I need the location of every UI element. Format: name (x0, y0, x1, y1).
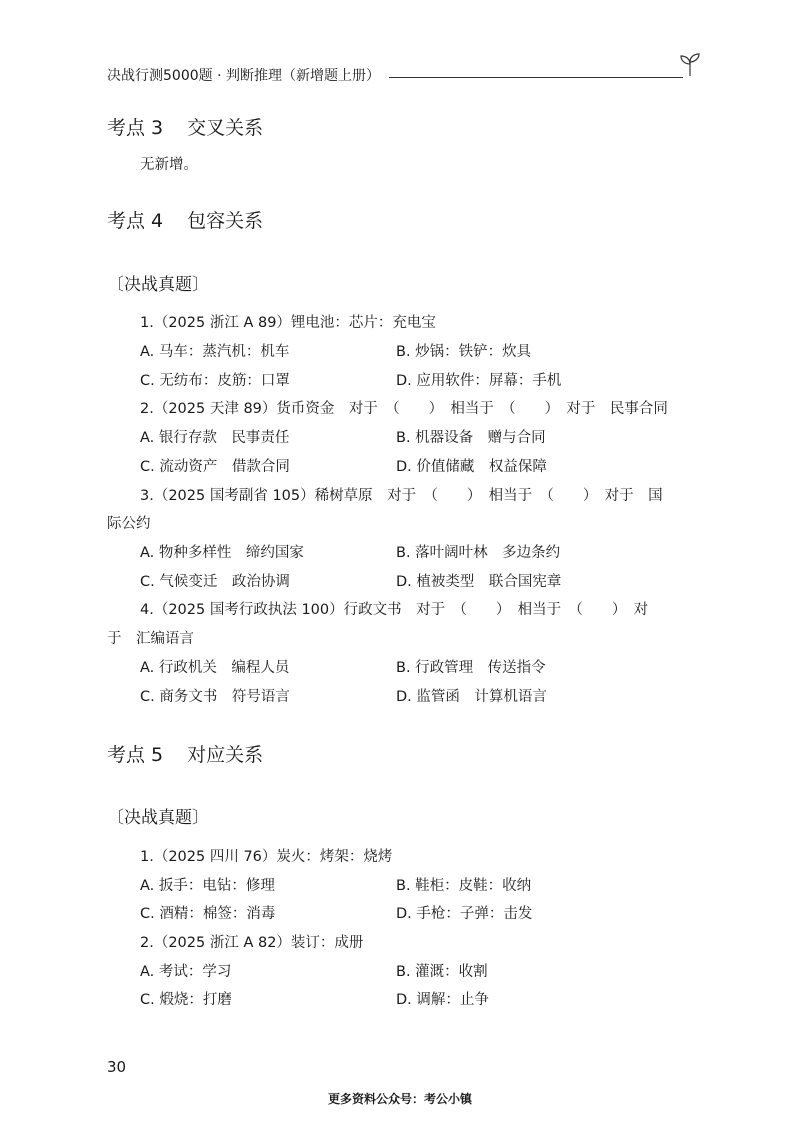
question-text: 3.（2025 国考副省 105）稀树草原 对于 （ ） 相当于 （ ） 对于 国 (140, 488, 663, 504)
running-header (107, 66, 697, 90)
bracket-close: 〕 (192, 808, 209, 828)
option: D. 价值储藏 权益保障 (396, 459, 547, 475)
question-text: 2.（2025 浙江 A 82）装订：成册 (140, 935, 364, 951)
question-text-continued: 际公约 (107, 516, 151, 532)
question-text: 1.（2025 浙江 A 89）锂电池：芯片：充电宝 (140, 315, 436, 331)
option: D. 应用软件：屏幕：手机 (396, 373, 562, 389)
section-5-label: 考点 5 (107, 744, 164, 766)
section-4-name: 包容关系 (187, 210, 264, 232)
header-title: 决战行测5000题 · 判断推理（新增题上册） (107, 68, 380, 84)
option: D. 调解：止争 (396, 992, 489, 1008)
option: C. 气候变迁 政治协调 (140, 574, 290, 590)
section-4-block-label: 〔决战真题〕 (107, 275, 209, 295)
option: B. 行政管理 传送指令 (396, 660, 546, 676)
sprout-icon (679, 52, 701, 76)
bracket-close: 〕 (192, 275, 209, 295)
option: C. 无纺布：皮筋：口罩 (140, 373, 290, 389)
bracket-open: 〔 (107, 275, 124, 295)
section-5-name: 对应关系 (187, 744, 264, 766)
option: A. 物种多样性 缔约国家 (140, 545, 304, 561)
option: C. 酒精：棉签：消毒 (140, 906, 276, 922)
section-3-note: 无新增。 (140, 157, 198, 173)
bracket-open: 〔 (107, 808, 124, 828)
option: C. 商务文书 符号语言 (140, 689, 290, 705)
option: B. 落叶阔叶林 多边条约 (396, 545, 561, 561)
section-4-title (107, 208, 263, 234)
option: A. 行政机关 编程人员 (140, 660, 290, 676)
section-3-title (107, 115, 263, 141)
option: C. 煅烧：打磨 (140, 992, 232, 1008)
option: A. 考试：学习 (140, 964, 232, 980)
section-3-label: 考点 3 (107, 117, 164, 139)
section-5-title (107, 742, 263, 768)
section-3-name: 交叉关系 (187, 117, 264, 139)
header-rule (389, 77, 683, 78)
question-text: 2.（2025 天津 89）货币资金 对于 （ ） 相当于 （ ） 对于 民事合同 (140, 401, 668, 417)
option: C. 流动资产 借款合同 (140, 459, 290, 475)
option: D. 植被类型 联合国宪章 (396, 574, 562, 590)
option: D. 手枪：子弹：击发 (396, 906, 533, 922)
option: B. 炒锅：铁铲：炊具 (396, 344, 532, 360)
option: D. 监管函 计算机语言 (396, 689, 547, 705)
footer-text: 更多资料公众号：考公小镇 (327, 1092, 472, 1106)
question-text-continued: 于 汇编语言 (107, 631, 194, 647)
option: A. 扳手：电钻：修理 (140, 878, 275, 894)
section-4-label: 考点 4 (107, 210, 164, 232)
section-5-block-label: 〔决战真题〕 (107, 808, 209, 828)
option: B. 鞋柜：皮鞋：收纳 (396, 878, 532, 894)
option: B. 灌溉：收割 (396, 964, 488, 980)
question-text: 4.（2025 国考行政执法 100）行政文书 对于 （ ） 相当于 （ ） 对 (140, 602, 649, 618)
option: B. 机器设备 赠与合同 (396, 430, 546, 446)
option: A. 马车：蒸汽机：机车 (140, 344, 290, 360)
option: A. 银行存款 民事责任 (140, 430, 290, 446)
page-number: 30 (107, 1058, 127, 1076)
question-text: 1.（2025 四川 76）炭火：烤架：烧烤 (140, 849, 393, 865)
